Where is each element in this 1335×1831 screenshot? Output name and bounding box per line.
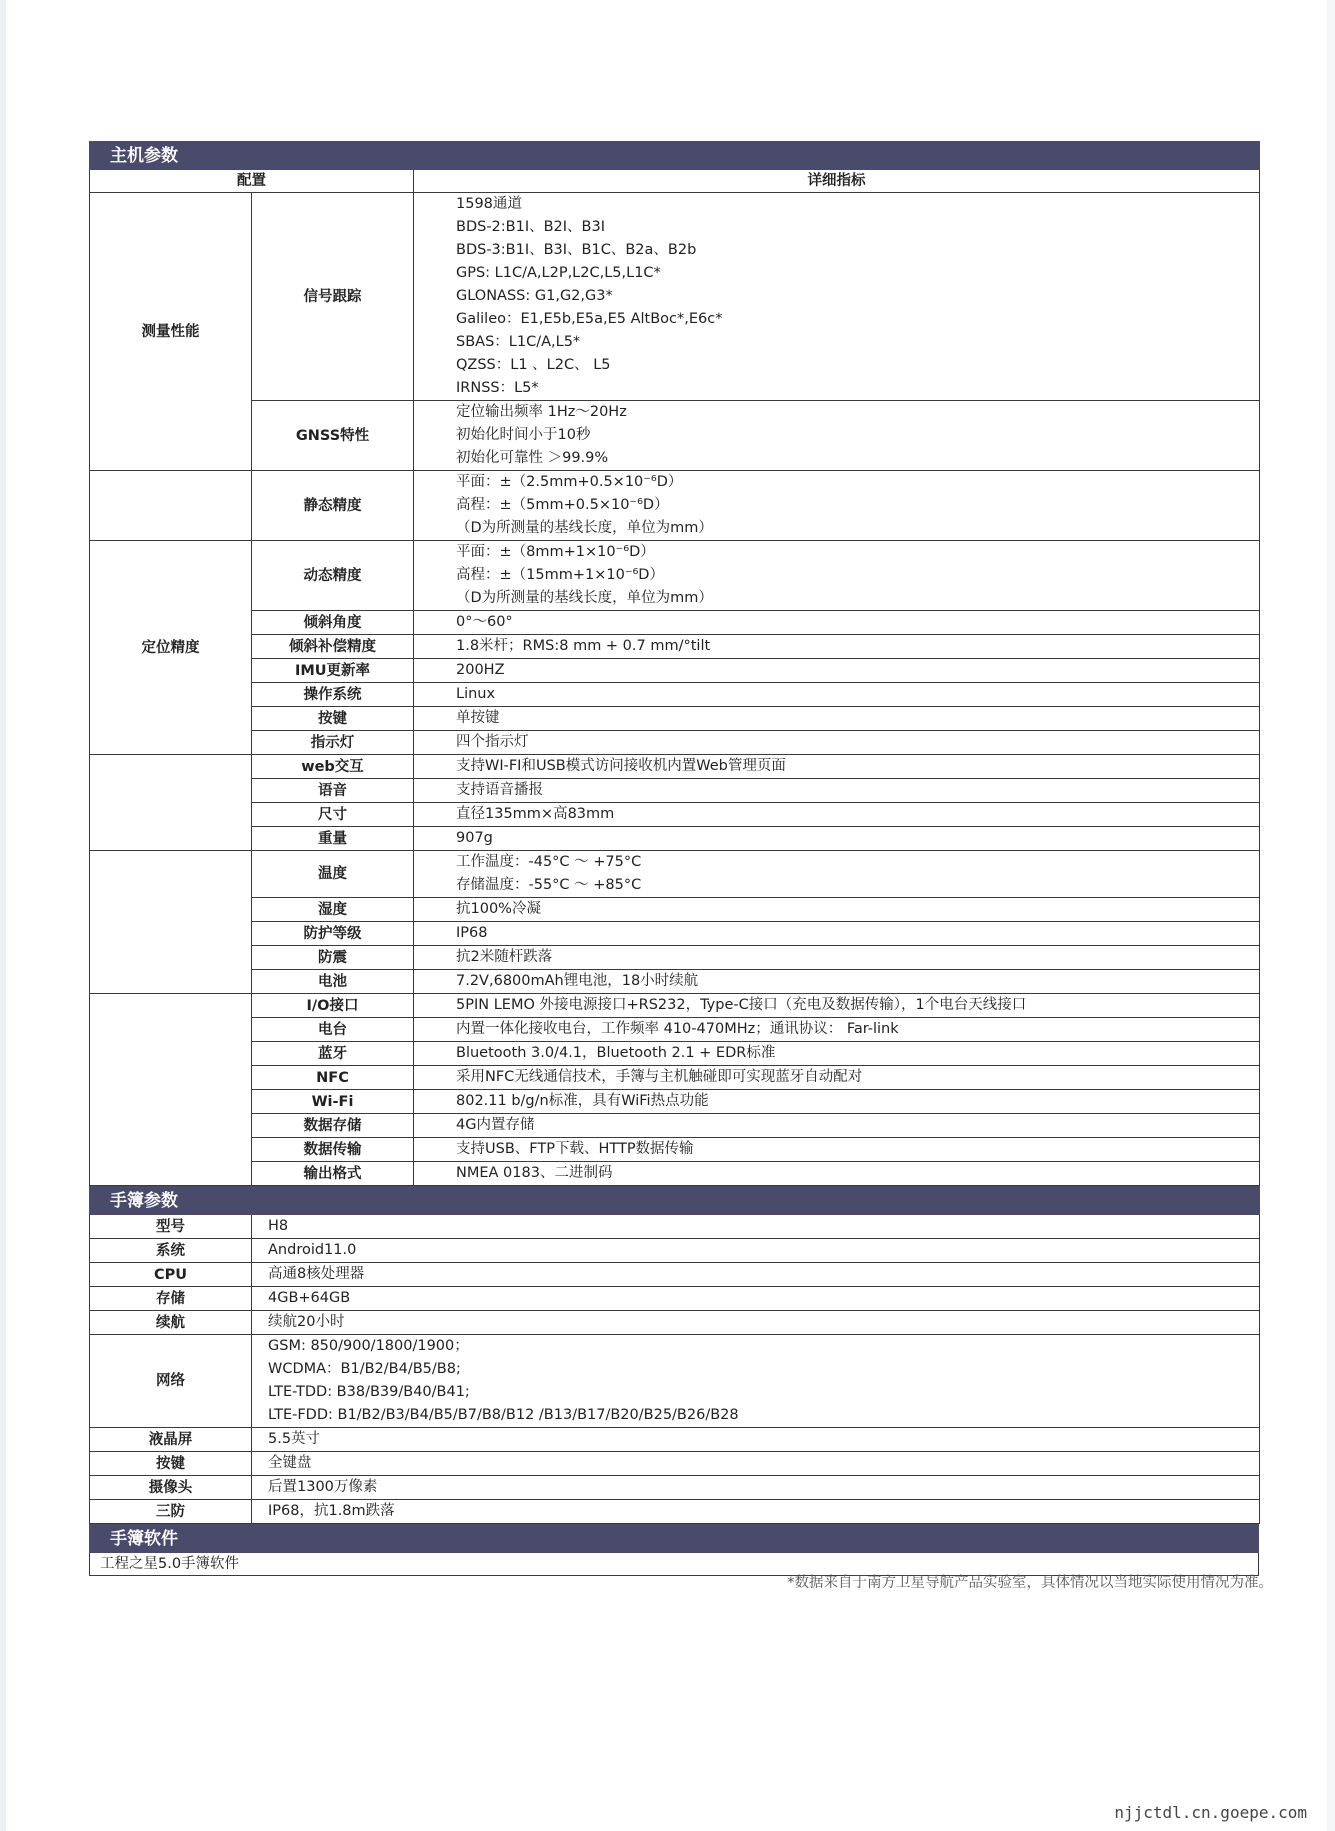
spec-item-label: 信号跟踪	[252, 193, 414, 401]
handbook-value-line: H8	[268, 1218, 289, 1234]
detail-line: 支持语音播报	[456, 782, 543, 798]
host-spec-row	[90, 755, 1260, 779]
handbook-value-line: GSM: 850/900/1800/1900；	[268, 1338, 469, 1354]
spec-detail	[414, 541, 1260, 611]
spec-item-label: Wi-Fi	[252, 1090, 414, 1114]
handbook-item-value	[252, 1287, 1260, 1311]
detail-line: 平面：±（2.5mm+0.5×10⁻⁶D）	[456, 474, 683, 490]
handbook-item-value	[252, 1263, 1260, 1287]
host-spec-table	[89, 141, 1260, 1186]
handbook-spec-row	[90, 1287, 1260, 1311]
handbook-value-line: 高通8核处理器	[268, 1266, 365, 1282]
spec-item-label: GNSS特性	[252, 401, 414, 471]
spec-item-label: 电池	[252, 970, 414, 994]
handbook-value-line: Android11.0	[268, 1242, 357, 1258]
detail-line: 存储温度：-55°C ～ +85°C	[456, 877, 642, 893]
column-header-row	[90, 170, 1260, 193]
handbook-item-label: 三防	[90, 1500, 252, 1524]
handbook-section-title: 手簿参数	[90, 1187, 1260, 1215]
handbook-item-value	[252, 1452, 1260, 1476]
host-section-title: 主机参数	[90, 142, 1260, 170]
spec-detail	[414, 994, 1260, 1018]
spec-detail	[414, 193, 1260, 401]
handbook-value-line: LTE-TDD: B38/B39/B40/B41;	[268, 1384, 470, 1400]
spec-detail	[414, 946, 1260, 970]
handbook-spec-row	[90, 1428, 1260, 1452]
handbook-item-value	[252, 1428, 1260, 1452]
detail-line: 支持USB、FTP下载、HTTP数据传输	[456, 1141, 694, 1157]
spec-item-label: 静态精度	[252, 471, 414, 541]
host-spec-row	[90, 827, 1260, 851]
detail-line: （D为所测量的基线长度，单位为mm）	[456, 590, 713, 606]
detail-line: 1598通道	[456, 196, 522, 212]
detail-line: 抗100%冷凝	[456, 901, 541, 917]
detail-line: IP68	[456, 925, 488, 941]
spec-detail	[414, 1066, 1260, 1090]
handbook-item-label: 网络	[90, 1335, 252, 1428]
detail-line: SBAS：L1C/A,L5*	[456, 334, 581, 350]
host-spec-row	[90, 1042, 1260, 1066]
spec-sheet	[89, 141, 1259, 1576]
spec-item-label: NFC	[252, 1066, 414, 1090]
detail-line: QZSS：L1 、L2C、 L5	[456, 357, 611, 373]
detail-line: 4G内置存储	[456, 1117, 535, 1133]
spec-detail	[414, 401, 1260, 471]
handbook-item-label: CPU	[90, 1263, 252, 1287]
spec-detail	[414, 1162, 1260, 1186]
handbook-spec-row	[90, 1311, 1260, 1335]
handbook-item-value	[252, 1215, 1260, 1239]
detail-line: 1.8米杆；RMS:8 mm + 0.7 mm/°tilt	[456, 638, 711, 654]
host-spec-row	[90, 851, 1260, 898]
spec-item-label: 温度	[252, 851, 414, 898]
spec-detail	[414, 471, 1260, 541]
detail-line: （D为所测量的基线长度，单位为mm）	[456, 520, 713, 536]
detail-line: 初始化时间小于10秒	[456, 427, 591, 443]
detail-line: 200HZ	[456, 662, 505, 678]
spec-detail	[414, 851, 1260, 898]
spec-item-label: 倾斜角度	[252, 611, 414, 635]
host-spec-row	[90, 1018, 1260, 1042]
handbook-item-label: 存储	[90, 1287, 252, 1311]
host-spec-row	[90, 803, 1260, 827]
handbook-spec-row	[90, 1476, 1260, 1500]
handbook-item-value	[252, 1239, 1260, 1263]
detail-line: BDS-3:B1I、B3I、B1C、B2a、B2b	[456, 242, 697, 258]
host-spec-row	[90, 994, 1260, 1018]
host-spec-row	[90, 1066, 1260, 1090]
host-spec-row	[90, 970, 1260, 994]
spec-detail	[414, 922, 1260, 946]
group-label	[90, 851, 252, 994]
host-spec-row	[90, 683, 1260, 707]
host-spec-row	[90, 1162, 1260, 1186]
spec-detail	[414, 683, 1260, 707]
spec-item-label: web交互	[252, 755, 414, 779]
spec-item-label: 尺寸	[252, 803, 414, 827]
handbook-spec-table	[89, 1186, 1260, 1524]
spec-item-label: 动态精度	[252, 541, 414, 611]
handbook-item-label: 按键	[90, 1452, 252, 1476]
group-label	[90, 755, 252, 851]
watermark: njjctdl.cn.goepe.com	[1114, 1803, 1307, 1822]
handbook-value-line: 5.5英寸	[268, 1431, 321, 1447]
detail-line: 907g	[456, 830, 493, 846]
detail-line: GPS: L1C/A,L2P,L2C,L5,L1C*	[456, 265, 661, 281]
spec-detail	[414, 803, 1260, 827]
handbook-spec-row	[90, 1239, 1260, 1263]
host-spec-row	[90, 922, 1260, 946]
spec-detail	[414, 635, 1260, 659]
host-spec-row	[90, 611, 1260, 635]
handbook-value-line: 续航20小时	[268, 1314, 345, 1330]
spec-detail	[414, 611, 1260, 635]
spec-item-label: 湿度	[252, 898, 414, 922]
spec-detail	[414, 1018, 1260, 1042]
page-edge-left	[0, 0, 6, 1831]
software-section-title: 手簿软件	[90, 1525, 1259, 1553]
host-spec-row	[90, 1138, 1260, 1162]
spec-detail	[414, 1138, 1260, 1162]
detail-line: 内置一体化接收电台，工作频率 410-470MHz；通讯协议： Far-link	[456, 1021, 899, 1037]
detail-line: BDS-2:B1I、B2I、B3I	[456, 219, 606, 235]
detail-line: IRNSS：L5*	[456, 380, 539, 396]
handbook-value-line: 后置1300万像素	[268, 1479, 378, 1495]
spec-item-label: 语音	[252, 779, 414, 803]
host-spec-row	[90, 707, 1260, 731]
spec-item-label: 倾斜补偿精度	[252, 635, 414, 659]
detail-line: 定位输出频率 1Hz～20Hz	[456, 404, 627, 420]
spec-detail	[414, 827, 1260, 851]
handbook-item-label: 摄像头	[90, 1476, 252, 1500]
detail-line: Bluetooth 3.0/4.1，Bluetooth 2.1 + EDR标准	[456, 1045, 776, 1061]
page-edge-right	[1327, 0, 1335, 1831]
spec-item-label: 输出格式	[252, 1162, 414, 1186]
spec-detail	[414, 970, 1260, 994]
spec-detail	[414, 755, 1260, 779]
host-spec-row	[90, 731, 1260, 755]
spec-detail	[414, 659, 1260, 683]
handbook-item-value	[252, 1476, 1260, 1500]
handbook-item-label: 系统	[90, 1239, 252, 1263]
handbook-spec-row	[90, 1500, 1260, 1524]
handbook-section-header	[90, 1187, 1260, 1215]
host-spec-row	[90, 946, 1260, 970]
host-spec-row	[90, 898, 1260, 922]
detail-line: 采用NFC无线通信技术，手簿与主机触碰即可实现蓝牙自动配对	[456, 1069, 863, 1085]
detail-line: 802.11 b/g/n标准，具有WiFi热点功能	[456, 1093, 709, 1109]
handbook-spec-row	[90, 1452, 1260, 1476]
host-spec-row	[90, 541, 1260, 611]
detail-line: 直径135mm×高83mm	[456, 806, 615, 822]
detail-line: 初始化可靠性 ＞99.9%	[456, 450, 609, 466]
spec-item-label: 操作系统	[252, 683, 414, 707]
handbook-spec-row	[90, 1335, 1260, 1428]
handbook-spec-row	[90, 1263, 1260, 1287]
software-section-header	[90, 1525, 1259, 1553]
spec-detail	[414, 1090, 1260, 1114]
handbook-value-line: WCDMA：B1/B2/B4/B5/B8;	[268, 1361, 461, 1377]
handbook-item-label: 型号	[90, 1215, 252, 1239]
spec-item-label: 蓝牙	[252, 1042, 414, 1066]
detail-line: Linux	[456, 686, 496, 702]
detail-line: 工作温度：-45°C ～ +75°C	[456, 854, 642, 870]
detail-line: 0°～60°	[456, 614, 513, 630]
spec-detail	[414, 1114, 1260, 1138]
detail-line: GLONASS: G1,G2,G3*	[456, 288, 613, 304]
detail-line: 7.2V,6800mAh锂电池，18小时续航	[456, 973, 699, 989]
detail-line: 抗2米随杆跌落	[456, 949, 553, 965]
detail-line: 5PIN LEMO 外接电源接口+RS232，Type-C接口（充电及数据传输），1个电台天线接口	[456, 997, 1027, 1013]
spec-detail	[414, 1042, 1260, 1066]
host-spec-row	[90, 635, 1260, 659]
host-section-header	[90, 142, 1260, 170]
detail-line: 支持WI-FI和USB模式访问接收机内置Web管理页面	[456, 758, 786, 774]
detail-line: 平面：±（8mm+1×10⁻⁶D）	[456, 544, 655, 560]
host-spec-row	[90, 193, 1260, 401]
handbook-value-line: LTE-FDD: B1/B2/B3/B4/B5/B7/B8/B12 /B13/B17/B20/B25/B26/B28	[268, 1407, 739, 1423]
spec-item-label: IMU更新率	[252, 659, 414, 683]
spec-item-label: 按键	[252, 707, 414, 731]
group-label	[90, 471, 252, 541]
host-spec-row	[90, 779, 1260, 803]
handbook-item-value	[252, 1335, 1260, 1428]
group-label: 测量性能	[90, 193, 252, 471]
spec-item-label: I/O接口	[252, 994, 414, 1018]
handbook-item-label: 续航	[90, 1311, 252, 1335]
spec-detail	[414, 731, 1260, 755]
column-header-config: 配置	[90, 170, 414, 193]
spec-detail	[414, 898, 1260, 922]
detail-line: 四个指示灯	[456, 734, 529, 750]
spec-item-label: 防震	[252, 946, 414, 970]
handbook-item-value	[252, 1500, 1260, 1524]
group-label: 定位精度	[90, 541, 252, 755]
handbook-value-line: IP68，抗1.8m跌落	[268, 1503, 395, 1519]
group-label	[90, 994, 252, 1186]
detail-line: 单按键	[456, 710, 500, 726]
handbook-value-line: 全键盘	[268, 1455, 312, 1471]
handbook-value-line: 4GB+64GB	[268, 1290, 351, 1306]
spec-item-label: 指示灯	[252, 731, 414, 755]
spec-item-label: 电台	[252, 1018, 414, 1042]
host-spec-row	[90, 1090, 1260, 1114]
host-spec-row	[90, 659, 1260, 683]
spec-detail	[414, 779, 1260, 803]
footnote: *数据来自于南方卫星导航产品实验室，具体情况以当地实际使用情况为准。	[787, 1575, 1273, 1591]
spec-detail	[414, 707, 1260, 731]
host-spec-row	[90, 1114, 1260, 1138]
detail-line: 高程：±（15mm+1×10⁻⁶D）	[456, 567, 664, 583]
host-spec-row	[90, 471, 1260, 541]
handbook-spec-row	[90, 1215, 1260, 1239]
spec-item-label: 数据传输	[252, 1138, 414, 1162]
detail-line: NMEA 0183、二进制码	[456, 1165, 613, 1181]
software-name: 工程之星5.0手簿软件	[90, 1553, 1259, 1576]
detail-line: Galileo：E1,E5b,E5a,E5 AltBoc*,E6c*	[456, 311, 723, 327]
column-header-detail: 详细指标	[414, 170, 1260, 193]
software-table	[89, 1524, 1259, 1576]
spec-item-label: 防护等级	[252, 922, 414, 946]
spec-item-label: 重量	[252, 827, 414, 851]
handbook-item-label: 液晶屏	[90, 1428, 252, 1452]
detail-line: 高程：±（5mm+0.5×10⁻⁶D）	[456, 497, 669, 513]
spec-item-label: 数据存储	[252, 1114, 414, 1138]
host-spec-row	[90, 401, 1260, 471]
handbook-item-value	[252, 1311, 1260, 1335]
